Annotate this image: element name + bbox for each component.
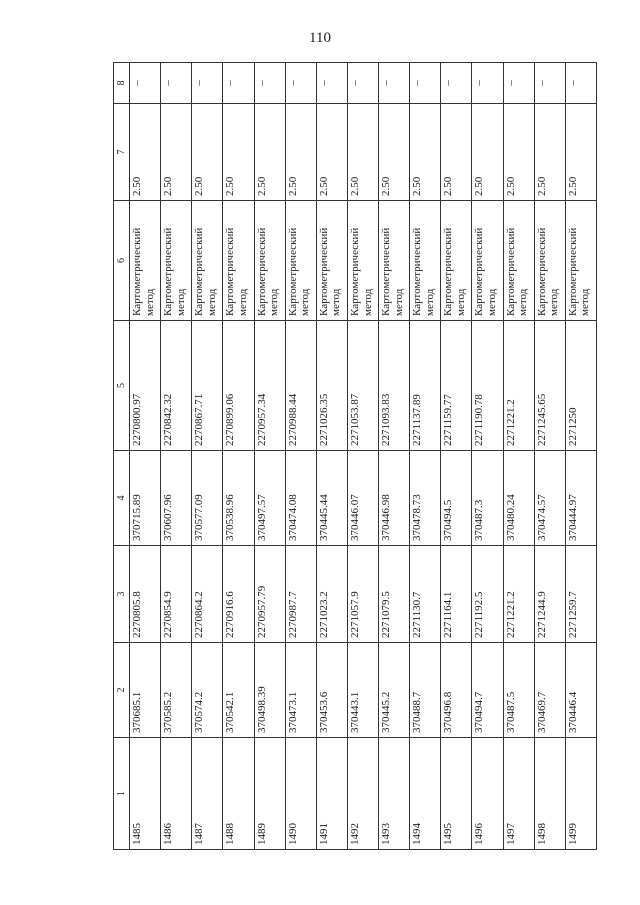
table-cell: – bbox=[503, 63, 534, 104]
table-cell: 2271259.7 bbox=[565, 546, 596, 643]
table-cell: – bbox=[316, 63, 347, 104]
table-cell: 2271057.9 bbox=[347, 546, 378, 643]
table-cell: 370488.7 bbox=[410, 643, 441, 738]
table-cell: 1497 bbox=[503, 738, 534, 850]
table-cell: – bbox=[285, 63, 316, 104]
table-cell: Картометрический метод bbox=[534, 201, 565, 321]
table-cell: 370542.1 bbox=[223, 643, 254, 738]
table-cell: 1493 bbox=[379, 738, 410, 850]
table-row bbox=[130, 63, 161, 850]
table-cell: 2270854.9 bbox=[161, 546, 192, 643]
table-cell: 1492 bbox=[347, 738, 378, 850]
table-cell: 370685.1 bbox=[130, 643, 161, 738]
table-cell: 370574.2 bbox=[192, 643, 223, 738]
table-row bbox=[472, 63, 503, 850]
table-cell: 1489 bbox=[254, 738, 285, 850]
table-cell: 370453.6 bbox=[316, 643, 347, 738]
header-cell: 5 bbox=[114, 321, 130, 451]
table-cell: 370446.4 bbox=[565, 643, 596, 738]
table-cell: 2271221.2 bbox=[503, 321, 534, 451]
table-cell: 2.50 bbox=[441, 104, 472, 201]
table-cell: Картометрический метод bbox=[472, 201, 503, 321]
table-cell: 2271190.78 bbox=[472, 321, 503, 451]
table-cell: 2270800.97 bbox=[130, 321, 161, 451]
table-cell: 370577.09 bbox=[192, 451, 223, 546]
table-cell: 370487.5 bbox=[503, 643, 534, 738]
table-cell: 1485 bbox=[130, 738, 161, 850]
table-cell: 1495 bbox=[441, 738, 472, 850]
table-cell: 2271159.77 bbox=[441, 321, 472, 451]
table-row bbox=[410, 63, 441, 850]
table-cell: 2271245.65 bbox=[534, 321, 565, 451]
table-row bbox=[254, 63, 285, 850]
table-cell: 2271053.87 bbox=[347, 321, 378, 451]
table-cell: – bbox=[223, 63, 254, 104]
table-cell: 2270805.8 bbox=[130, 546, 161, 643]
table-cell: 1498 bbox=[534, 738, 565, 850]
table-cell: 1487 bbox=[192, 738, 223, 850]
rotated-table-wrapper bbox=[113, 63, 597, 850]
table-row bbox=[161, 63, 192, 850]
coordinates-table bbox=[113, 62, 597, 850]
table-cell: 2271093.83 bbox=[379, 321, 410, 451]
table-cell: 370473.1 bbox=[285, 643, 316, 738]
table-cell: Картометрический метод bbox=[503, 201, 534, 321]
table-row bbox=[379, 63, 410, 850]
table-row bbox=[441, 63, 472, 850]
table-row bbox=[347, 63, 378, 850]
table-cell: Картометрический метод bbox=[379, 201, 410, 321]
table-cell: 2.50 bbox=[223, 104, 254, 201]
table-cell: – bbox=[441, 63, 472, 104]
table-cell: – bbox=[565, 63, 596, 104]
table-cell: 370487.3 bbox=[472, 451, 503, 546]
table-cell: 2.50 bbox=[379, 104, 410, 201]
table-cell: – bbox=[347, 63, 378, 104]
table-row bbox=[285, 63, 316, 850]
table-cell: 2.50 bbox=[130, 104, 161, 201]
table-cell: 2.50 bbox=[503, 104, 534, 201]
page-number: 110 bbox=[309, 30, 331, 46]
header-cell: 2 bbox=[114, 643, 130, 738]
table-cell: Картометрический метод bbox=[223, 201, 254, 321]
table-cell: 370538.96 bbox=[223, 451, 254, 546]
table-cell: 2270864.2 bbox=[192, 546, 223, 643]
table-cell: 370478.73 bbox=[410, 451, 441, 546]
table-cell: 2.50 bbox=[472, 104, 503, 201]
table-cell: 2271023.2 bbox=[316, 546, 347, 643]
table-row bbox=[192, 63, 223, 850]
header-cell: 8 bbox=[114, 63, 130, 104]
table-cell: Картометрический метод bbox=[441, 201, 472, 321]
table-cell: 370445.44 bbox=[316, 451, 347, 546]
table-cell: 1496 bbox=[472, 738, 503, 850]
table-cell: 2271130.7 bbox=[410, 546, 441, 643]
table-cell: – bbox=[379, 63, 410, 104]
table-cell: 2271250 bbox=[565, 321, 596, 451]
table-cell: 370498.39 bbox=[254, 643, 285, 738]
table-cell: – bbox=[472, 63, 503, 104]
table-cell: – bbox=[254, 63, 285, 104]
table-cell: 2270842.32 bbox=[161, 321, 192, 451]
table-cell: Картометрический метод bbox=[130, 201, 161, 321]
table-cell: 2271164.1 bbox=[441, 546, 472, 643]
table-cell: 2.50 bbox=[161, 104, 192, 201]
table-row bbox=[565, 63, 596, 850]
table-cell: 2271244.9 bbox=[534, 546, 565, 643]
table-cell: 2270957.79 bbox=[254, 546, 285, 643]
table-cell: 370496.8 bbox=[441, 643, 472, 738]
table-cell: Картометрический метод bbox=[316, 201, 347, 321]
header-row bbox=[114, 63, 130, 850]
table-cell: 370474.57 bbox=[534, 451, 565, 546]
table-cell: 370445.2 bbox=[379, 643, 410, 738]
table-cell: – bbox=[534, 63, 565, 104]
table-cell: Картометрический метод bbox=[565, 201, 596, 321]
table-row bbox=[223, 63, 254, 850]
table-cell: 1494 bbox=[410, 738, 441, 850]
table-cell: 2271079.5 bbox=[379, 546, 410, 643]
table-row bbox=[534, 63, 565, 850]
table-cell: Картометрический метод bbox=[161, 201, 192, 321]
table-cell: 370474.08 bbox=[285, 451, 316, 546]
table-row bbox=[503, 63, 534, 850]
table-cell: 370585.2 bbox=[161, 643, 192, 738]
table-cell: 370469.7 bbox=[534, 643, 565, 738]
table-cell: Картометрический метод bbox=[254, 201, 285, 321]
table-cell: 2271026.35 bbox=[316, 321, 347, 451]
table-cell: 2270899.06 bbox=[223, 321, 254, 451]
table-cell: Картометрический метод bbox=[192, 201, 223, 321]
table-cell: 2.50 bbox=[534, 104, 565, 201]
table-row bbox=[316, 63, 347, 850]
table-cell: 2271137.89 bbox=[410, 321, 441, 451]
table-cell: 2270867.71 bbox=[192, 321, 223, 451]
header-cell: 4 bbox=[114, 451, 130, 546]
table-cell: 2271192.5 bbox=[472, 546, 503, 643]
table-cell: 2.50 bbox=[254, 104, 285, 201]
header-cell: 3 bbox=[114, 546, 130, 643]
table-cell: 2.50 bbox=[347, 104, 378, 201]
table-cell: 1490 bbox=[285, 738, 316, 850]
table-cell: 2270916.6 bbox=[223, 546, 254, 643]
table-cell: 2.50 bbox=[192, 104, 223, 201]
table-cell: 370494.5 bbox=[441, 451, 472, 546]
table-cell: Картометрический метод bbox=[410, 201, 441, 321]
table-body bbox=[114, 63, 597, 850]
table-cell: 2.50 bbox=[565, 104, 596, 201]
table-cell: 370607.96 bbox=[161, 451, 192, 546]
table-cell: – bbox=[130, 63, 161, 104]
header-cell: 1 bbox=[114, 738, 130, 850]
table-cell: 370446.07 bbox=[347, 451, 378, 546]
header-cell: 6 bbox=[114, 201, 130, 321]
table-cell: 2.50 bbox=[316, 104, 347, 201]
table-cell: 2270987.7 bbox=[285, 546, 316, 643]
table-cell: Картометрический метод bbox=[347, 201, 378, 321]
table-cell: 1486 bbox=[161, 738, 192, 850]
table-cell: 370497.57 bbox=[254, 451, 285, 546]
table-cell: – bbox=[410, 63, 441, 104]
table-cell: 2271221.2 bbox=[503, 546, 534, 643]
table-cell: 370446.98 bbox=[379, 451, 410, 546]
table-cell: 1488 bbox=[223, 738, 254, 850]
table-cell: 370715.89 bbox=[130, 451, 161, 546]
table-cell: – bbox=[192, 63, 223, 104]
table-cell: Картометрический метод bbox=[285, 201, 316, 321]
table-cell: 1499 bbox=[565, 738, 596, 850]
table-cell: 2.50 bbox=[410, 104, 441, 201]
table-cell: 2270957.34 bbox=[254, 321, 285, 451]
table-cell: 370443.1 bbox=[347, 643, 378, 738]
table-cell: 2.50 bbox=[285, 104, 316, 201]
table-cell: 370444.97 bbox=[565, 451, 596, 546]
table-cell: 1491 bbox=[316, 738, 347, 850]
table-cell: – bbox=[161, 63, 192, 104]
table-cell: 370480.24 bbox=[503, 451, 534, 546]
table-cell: 370494.7 bbox=[472, 643, 503, 738]
header-cell: 7 bbox=[114, 104, 130, 201]
table-cell: 2270988.44 bbox=[285, 321, 316, 451]
